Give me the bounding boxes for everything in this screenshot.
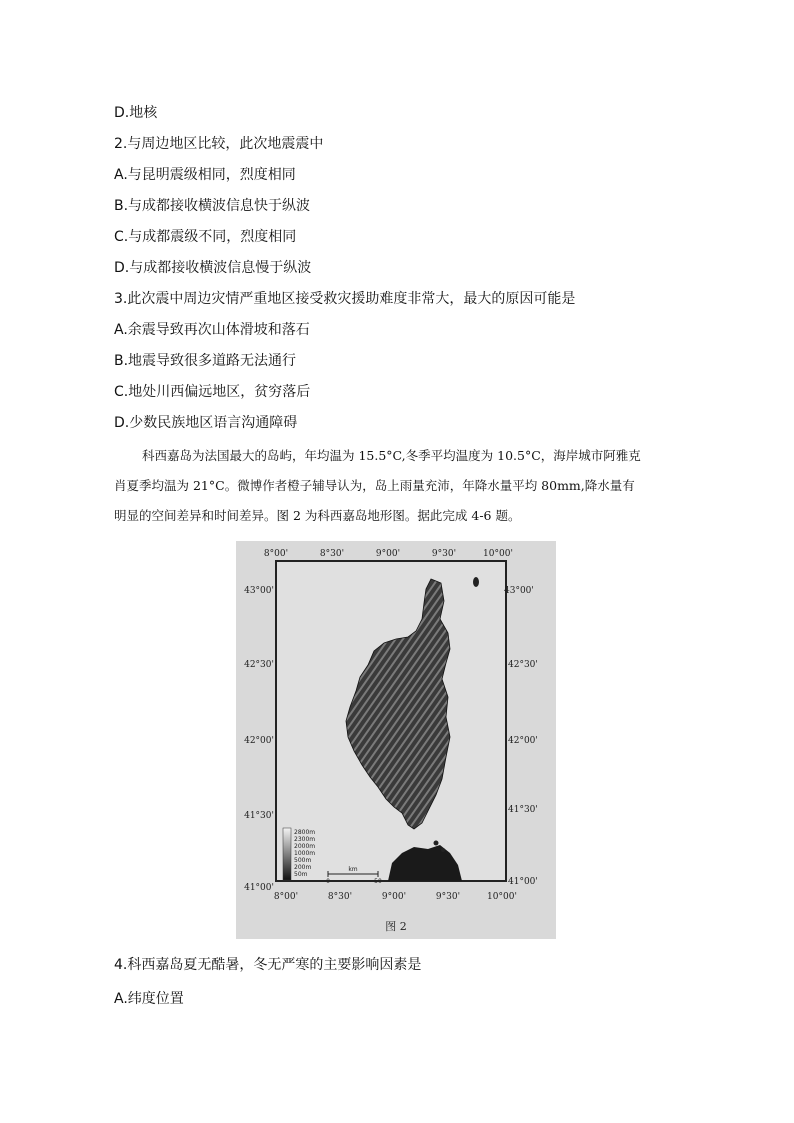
legend-label: 50m xyxy=(294,871,308,878)
question-2-option-b: B.与成都接收横波信息快于纵波 xyxy=(114,198,311,214)
top-tick-labels xyxy=(264,549,513,559)
passage-line-3: 明显的空间差异和时间差异。图 2 为科西嘉岛地形图。据此完成 4-6 题。 xyxy=(114,508,521,523)
question-4: 4.科西嘉岛夏无酷暑，冬无严寒的主要影响因素是 xyxy=(114,957,422,973)
passage-line-2: 肖夏季均温为 21°C。微博作者橙子辅导认为，岛上雨量充沛，年降水量平均 80mm,降水量有 xyxy=(114,478,635,493)
question-3-option-b: B.地震导致很多道路无法通行 xyxy=(114,353,297,369)
bottom-tick: 9°00' xyxy=(381,892,407,902)
question-3-option-c: C.地处川西偏远地区，贫穷落后 xyxy=(114,384,311,400)
question-2: 2.与周边地区比较，此次地震震中 xyxy=(114,136,324,152)
left-tick: 41°30' xyxy=(244,811,274,821)
corsica-passage xyxy=(114,444,699,534)
question-4-option-a: A.纬度位置 xyxy=(114,991,184,1007)
question-2-option-d: D.与成都接收横波信息慢于纵波 xyxy=(114,260,312,276)
bottom-tick: 8°30' xyxy=(327,892,353,902)
bottom-tick: 8°00' xyxy=(273,892,299,902)
scale-unit: km xyxy=(348,866,358,873)
question-2-option-c: C.与成都震级不同，烈度相同 xyxy=(114,229,297,245)
question-2-option-a: A.与昆明震级相同，烈度相同 xyxy=(114,167,296,183)
right-tick: 41°30' xyxy=(508,805,538,815)
figure-caption: 图 2 xyxy=(385,920,407,933)
legend-label: 2000m xyxy=(294,843,316,850)
top-tick: 9°00' xyxy=(375,549,401,559)
bottom-tick: 9°30' xyxy=(435,892,461,902)
legend-label: 2800m xyxy=(294,829,316,836)
question-3: 3.此次震中周边灾情严重地区接受救灾援助难度非常大，最大的原因可能是 xyxy=(114,291,576,307)
bottom-tick: 10°00' xyxy=(487,892,517,902)
islet xyxy=(434,841,439,846)
top-tick: 8°00' xyxy=(263,549,289,559)
legend-label: 1000m xyxy=(294,850,316,857)
left-tick: 42°30' xyxy=(244,660,274,670)
top-tick: 10°00' xyxy=(483,549,513,559)
corsica-topographic-map xyxy=(236,541,556,939)
left-tick: 41°00' xyxy=(244,883,274,893)
legend-color-bar xyxy=(283,828,291,880)
scale-end: 50 xyxy=(374,878,382,885)
right-tick-labels xyxy=(504,586,538,887)
left-tick-labels xyxy=(244,586,274,893)
legend-label: 500m xyxy=(294,857,312,864)
legend-label: 200m xyxy=(294,864,312,871)
prev-option-d: D.地核 xyxy=(114,105,158,121)
left-tick: 43°00' xyxy=(244,586,274,596)
bottom-tick-labels xyxy=(274,892,517,902)
passage-line-1: 科西嘉岛为法国最大的岛屿，年均温为 15.5°C,冬季平均温度为 10.5°C，海岸城市阿雅克 xyxy=(142,448,641,463)
left-tick: 42°00' xyxy=(244,736,274,746)
scale-start: 0 xyxy=(326,878,330,885)
right-tick: 42°00' xyxy=(508,736,538,746)
right-tick: 42°30' xyxy=(508,660,538,670)
islet xyxy=(441,848,445,852)
capraia-islet xyxy=(473,577,479,587)
top-tick: 9°30' xyxy=(431,549,457,559)
right-tick: 43°00' xyxy=(504,586,534,596)
question-3-option-a: A.余震导致再次山体滑坡和落石 xyxy=(114,322,310,338)
legend-label: 2300m xyxy=(294,836,316,843)
right-tick: 41°00' xyxy=(508,877,538,887)
top-tick: 8°30' xyxy=(319,549,345,559)
question-3-option-d: D.少数民族地区语言沟通障碍 xyxy=(114,415,298,431)
